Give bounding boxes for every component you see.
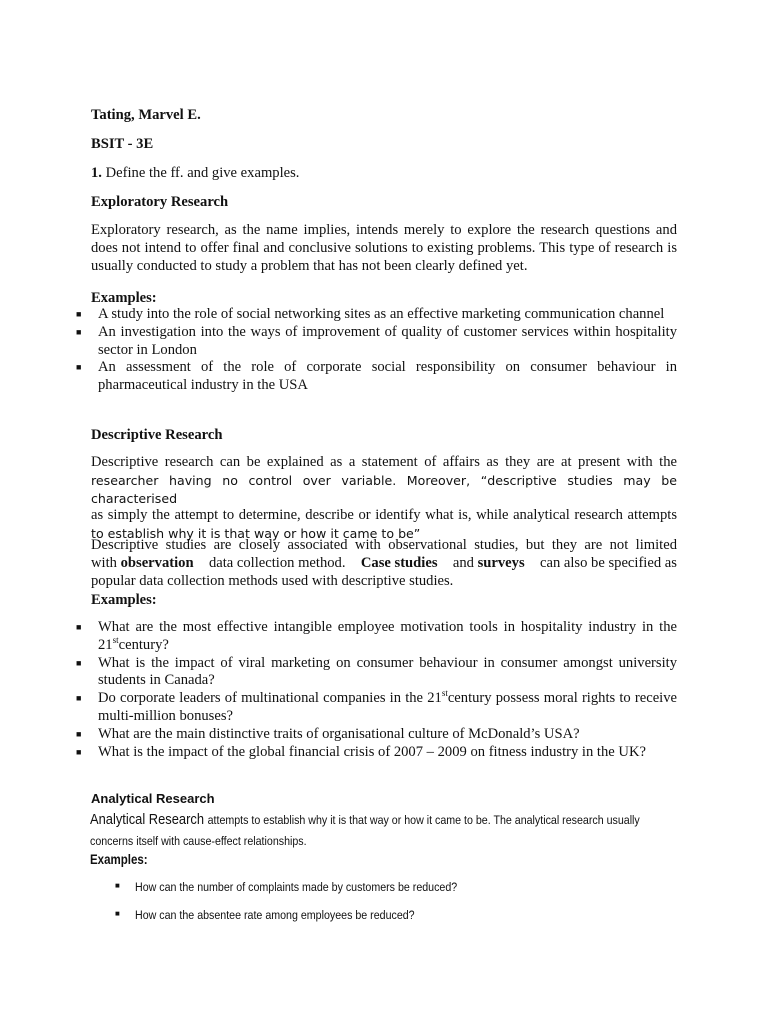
analytical-examples-label: Examples: [90, 852, 148, 867]
list-item [76, 306, 677, 324]
paragraph-line [91, 555, 677, 573]
list-item-text: What are the most effective intangible employee motivation tools in hospitality industry in the 21 [98, 619, 677, 653]
descriptive-paragraph-1 [91, 454, 677, 543]
text-run: and [452, 554, 474, 571]
paragraph-line: as simply the attempt to determine, describe or identify what is, while analytical research attempts [91, 507, 677, 524]
question-line [91, 164, 299, 182]
text-run: with [91, 554, 117, 571]
paragraph-line [90, 809, 640, 831]
paragraph-line: researcher having no control over variable. Moreover, “descriptive studies may be characterised [91, 472, 677, 506]
list-item [76, 619, 677, 655]
student-name: Tating, Marvel E. [91, 107, 201, 123]
square-bullet-icon: ■ [76, 622, 82, 632]
list-item [76, 688, 677, 726]
list-item-text: How can the absentee rate among employees be reduced? [135, 908, 415, 922]
text-run: Analytical Research [90, 811, 205, 828]
bold-term: observation [120, 554, 194, 571]
list-item [76, 725, 677, 744]
superscript: st [441, 688, 448, 699]
descriptive-examples-list [76, 619, 677, 761]
square-bullet-icon: ■ [76, 326, 82, 337]
exploratory-examples-label: Examples: [91, 290, 157, 306]
square-bullet-icon: ■ [76, 746, 82, 757]
paragraph-line: popular data collection methods used with descriptive studies. [91, 572, 454, 589]
square-bullet-icon: ■ [76, 657, 82, 668]
list-item-text: How can the number of complaints made by customers be reduced? [135, 880, 458, 894]
list-item-text: What is the impact of viral marketing on consumer behaviour in consumer amongst university students in Canada? [98, 654, 677, 689]
question-text: Define the ff. and give examples. [105, 165, 300, 181]
bold-term: surveys [477, 554, 525, 571]
list-item-text: century? [118, 636, 169, 653]
list-item-text: What are the main distinctive traits of organisational culture of McDonald’s USA? [98, 725, 580, 742]
descriptive-paragraph-2 [91, 537, 677, 590]
list-item-text: A study into the role of social networking sites as an effective marketing communication channel [98, 306, 665, 322]
superscript: st [112, 634, 119, 645]
descriptive-examples-label: Examples: [91, 592, 157, 608]
list-item-text: What is the impact of the global financial crisis of 2007 – 2009 on fitness industry in the UK? [98, 743, 646, 760]
list-item-text: An assessment of the role of corporate social responsibility on consumer behaviour in pharmaceutical industry in the USA [98, 359, 677, 394]
exploratory-heading: Exploratory Research [91, 194, 229, 210]
list-item-text: Do corporate leaders of multinational companies in the 21 [98, 690, 442, 707]
paragraph-line: concerns itself with cause-effect relationships. [90, 834, 307, 848]
square-bullet-icon: ■ [76, 309, 82, 319]
descriptive-heading: Descriptive Research [91, 427, 223, 443]
paragraph-line: Descriptive studies are closely associated with observational studies, but they are not limited [91, 537, 677, 553]
student-section: BSIT - 3E [91, 136, 154, 152]
square-bullet-icon: ■ [115, 909, 120, 918]
text-run: can also be specified as [539, 554, 677, 571]
square-bullet-icon: ■ [115, 881, 120, 890]
square-bullet-icon: ■ [76, 693, 82, 704]
list-item [76, 359, 677, 395]
exploratory-paragraph: Exploratory research, as the name implies, intends merely to explore the research questions and does not intend to offer final and conclusive solutions to existing problems. This type of research is usually conducted to study a problem that has not been clearly defined yet. [91, 222, 677, 274]
question-number: 1. [91, 165, 102, 181]
analytical-paragraph [90, 809, 729, 851]
list-item [76, 654, 677, 691]
square-bullet-icon: ■ [76, 728, 82, 739]
list-item [76, 743, 677, 762]
square-bullet-icon: ■ [76, 362, 82, 373]
text-run: attempts to establish why it is that way or how it came to be. The analytical research usually [207, 813, 640, 827]
list-item-text: An investigation into the ways of improvement of quality of customer services within hospitality sector in London [98, 323, 677, 358]
analytical-heading: Analytical Research [91, 791, 215, 806]
exploratory-examples-list [76, 306, 677, 395]
bold-term: Case studies [360, 554, 438, 571]
text-run: data collection method. [208, 554, 346, 571]
list-item [76, 323, 677, 360]
paragraph-line: Descriptive research can be explained as a statement of affairs as they are at present with the [91, 454, 677, 470]
paragraph-line: to establish why it is that way or how it came to be” [91, 526, 421, 542]
list-item-text: century possess moral rights to receive multi-million bonuses? [98, 690, 677, 724]
